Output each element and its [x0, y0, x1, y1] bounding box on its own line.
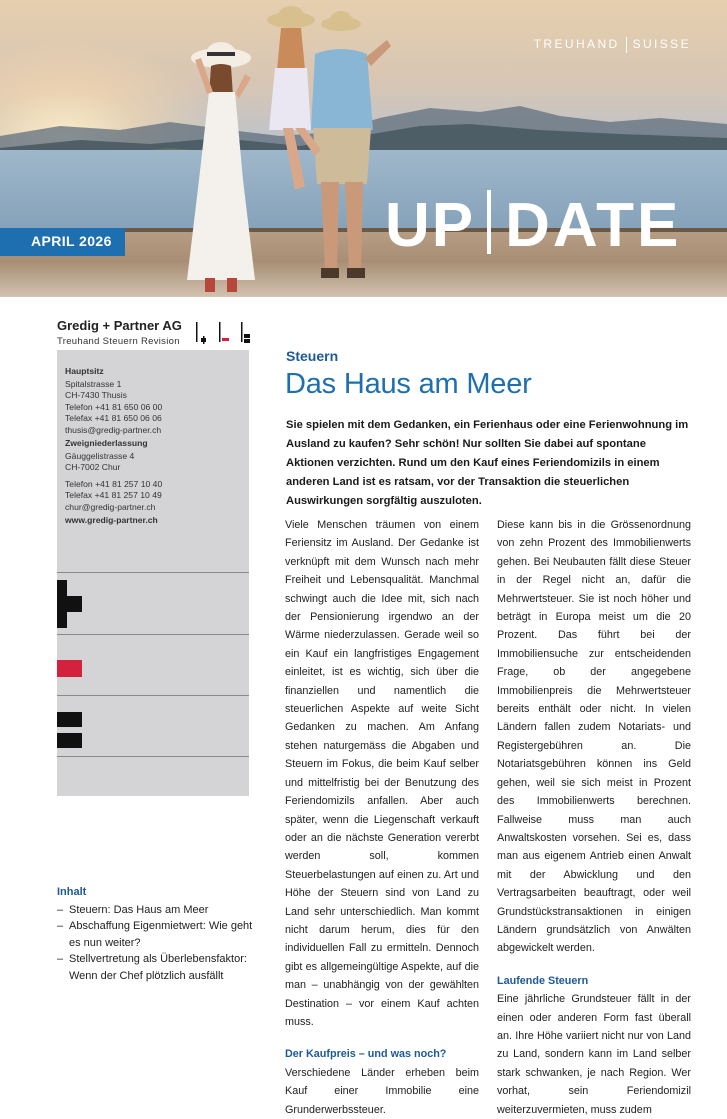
table-of-contents — [57, 884, 257, 984]
title-divider — [487, 190, 491, 254]
headquarters-heading: Hauptsitz — [65, 366, 104, 376]
newsletter-title — [385, 190, 682, 260]
article-paragraph: Verschiedene Länder erheben beim Kauf einer Immobilie eine Grunderwerbssteuer. — [285, 1066, 479, 1116]
article-column-2 — [497, 516, 691, 1119]
logo-mark-plus-stem — [57, 580, 67, 628]
sidebar-divider — [57, 695, 249, 696]
sidebar-divider — [57, 572, 249, 573]
company-website-link[interactable]: www.gredig-partner.ch — [65, 515, 158, 525]
hero-photo — [0, 0, 727, 297]
company-tagline: Treuhand Steuern Revision — [57, 336, 180, 347]
issue-date-banner — [0, 228, 125, 256]
toc-heading: Inhalt — [57, 886, 87, 898]
title-right: DATE — [505, 191, 682, 260]
toc-item-label: Stellvertretung als Überlebensfaktor: Wenn der Chef plötzlich ausfällt — [69, 953, 247, 982]
family-figures — [165, 0, 405, 297]
hq-line: CH-7430 Thusis — [65, 390, 127, 400]
headquarters-block — [65, 366, 162, 436]
treuhand-suisse-logo — [534, 37, 691, 53]
article-paragraph: Viele Menschen träumen von einem Feriensitz im Ausland. Der Gedanke ist verknüpft mit dem Wunsch nach mehr Freiheit und Lebensqualität. Manchmal schwingt auch die Idee mit, sich nach der Pensionierung irgendwo an der Wärme niederzulassen. Gerade weil so ein Kauf ein langfristiges Engagement einleitet, ist es wichtig, sich über die finanziellen und namentlich die steuerlichen Aspekte auf weite Sicht Gedanken zu machen. Am Anfang stehen naturgemäss die Abgaben und Steuern im Fokus, die beim Kauf selber und mittelfristig bei der Benutzung des Feriendomizils anfallen. Aber auch später, wenn die Liegenschaft verkauft oder an die nächste Generation vererbt werden soll, kommen Steuerbelastungen auf einen zu. Art und Höhe der Steuern sind von Land zu Land sehr unterschiedlich. Man kommt nicht darum herum, dies für den individuellen Fall zu ermitteln. Dennoch gibt es allgemeingültige Aspekte, auf die man – unabhängig von der gewählten Destination – vor einem Kauf achten muss. — [285, 519, 479, 1028]
brand-left-text: TREUHAND — [533, 37, 620, 52]
branch-block — [65, 438, 162, 513]
article-subheading: Der Kaufpreis – und was noch? — [285, 1048, 447, 1061]
contact-sidebar — [57, 350, 249, 796]
logo-mark-minus — [57, 660, 82, 677]
sidebar-divider — [57, 756, 249, 757]
article-headline: Das Haus am Meer — [285, 368, 532, 400]
branch-heading: Zweigniederlassung — [65, 438, 148, 448]
sidebar-divider — [57, 634, 249, 635]
branch-line: CH-7002 Chur — [65, 462, 121, 472]
article-column-1 — [285, 516, 479, 1119]
brand-divider — [626, 37, 627, 53]
toc-item[interactable]: – Stellvertretung als Überlebensfaktor: Wenn der Chef plötzlich ausfällt — [57, 951, 257, 984]
article-kicker: Steuern — [286, 348, 339, 364]
toc-item-label: Abschaffung Eigenmietwert: Wie geht es nun weiter? — [69, 920, 253, 949]
article-paragraph: Eine jährliche Grundsteuer fällt in der einen oder anderen Form fast überall an. Ihre Höhe variiert nicht nur von Land zu Land, sondern kann im Land selber stark schwanken, je nach Region. Wer vorhat, sein Feriendomizil weiterzuvermieten, muss zudem — [497, 993, 691, 1116]
toc-item-label: Steuern: Das Haus am Meer — [69, 903, 209, 916]
hq-line: Telefon +41 81 650 06 00 — [65, 401, 163, 412]
issue-date: APRIL 2026 — [31, 233, 112, 249]
toc-item[interactable]: – Abschaffung Eigenmietwert: Wie geht es nun weiter? — [57, 918, 257, 951]
logo-mark-plus-arm — [67, 596, 82, 612]
toc-item[interactable]: – Steuern: Das Haus am Meer — [57, 902, 257, 919]
hq-line: Telefax +41 81 650 06 06 — [65, 413, 162, 423]
article-lead: Sie spielen mit dem Gedanken, ein Ferienhaus oder eine Ferienwohnung im Ausland zu kaufen? Sehr schön! Nur sollten Sie dabei auf spontane Aktionen verzichten. Rund um den Kauf eines Feriendomizils in einem anderen Land ist es ratsam, vor der Transaktion die steuerlichen Auswirkungen sorgfältig auszuloten. — [286, 419, 689, 507]
company-logo-icon — [193, 322, 253, 344]
brand-right-text: SUISSE — [632, 37, 691, 52]
logo-mark-equals-top — [57, 712, 82, 727]
company-name: Gredig + Partner AG — [57, 318, 182, 333]
hq-line: Spitalstrasse 1 — [65, 378, 122, 389]
hq-email[interactable]: thusis@gredig-partner.ch — [65, 424, 162, 435]
article-paragraph: Diese kann bis in die Grössenordnung von zehn Prozent des Immobilienwerts gehen. Bei Neubauten fällt diese Steuer in der Regel nicht an, dafür die Mehrwertsteuer. Sie ist noch höher und beträgt in Europa meist um die 20 Prozent. Das führt bei der Immobiliensuche zur entscheidenden Frage, ob der angegebene Immobilienpreis die Mehrwertsteuer bereits enthält oder nicht. In vielen Ländern fallen zudem Notariats- und Registergebühren an. Die Notariatsgebühren können ins Geld gehen, weil sie sich meist in Prozent des Immobilienwerts berechnen. Fallweise muss man auch Anwaltskosten vorsehen. Sei es, dass man aus eigenem Antrieb einen Anwalt mit der Abwicklung und den Vertragsarbeiten beauftragt, oder weil Grundstückstransaktionen in einigen Ländern grundsätzlich von Anwälten abgewickelt werden. — [497, 519, 691, 955]
branch-line: Gäuggelistrasse 4 — [65, 450, 135, 461]
branch-line: Telefon +41 81 257 10 40 — [65, 478, 163, 489]
branch-email[interactable]: chur@gredig-partner.ch — [65, 501, 156, 512]
logo-mark-equals-bottom — [57, 733, 82, 748]
article-subheading: Laufende Steuern — [497, 974, 589, 987]
branch-line: Telefax +41 81 257 10 49 — [65, 490, 162, 500]
title-left: UP — [385, 191, 476, 260]
